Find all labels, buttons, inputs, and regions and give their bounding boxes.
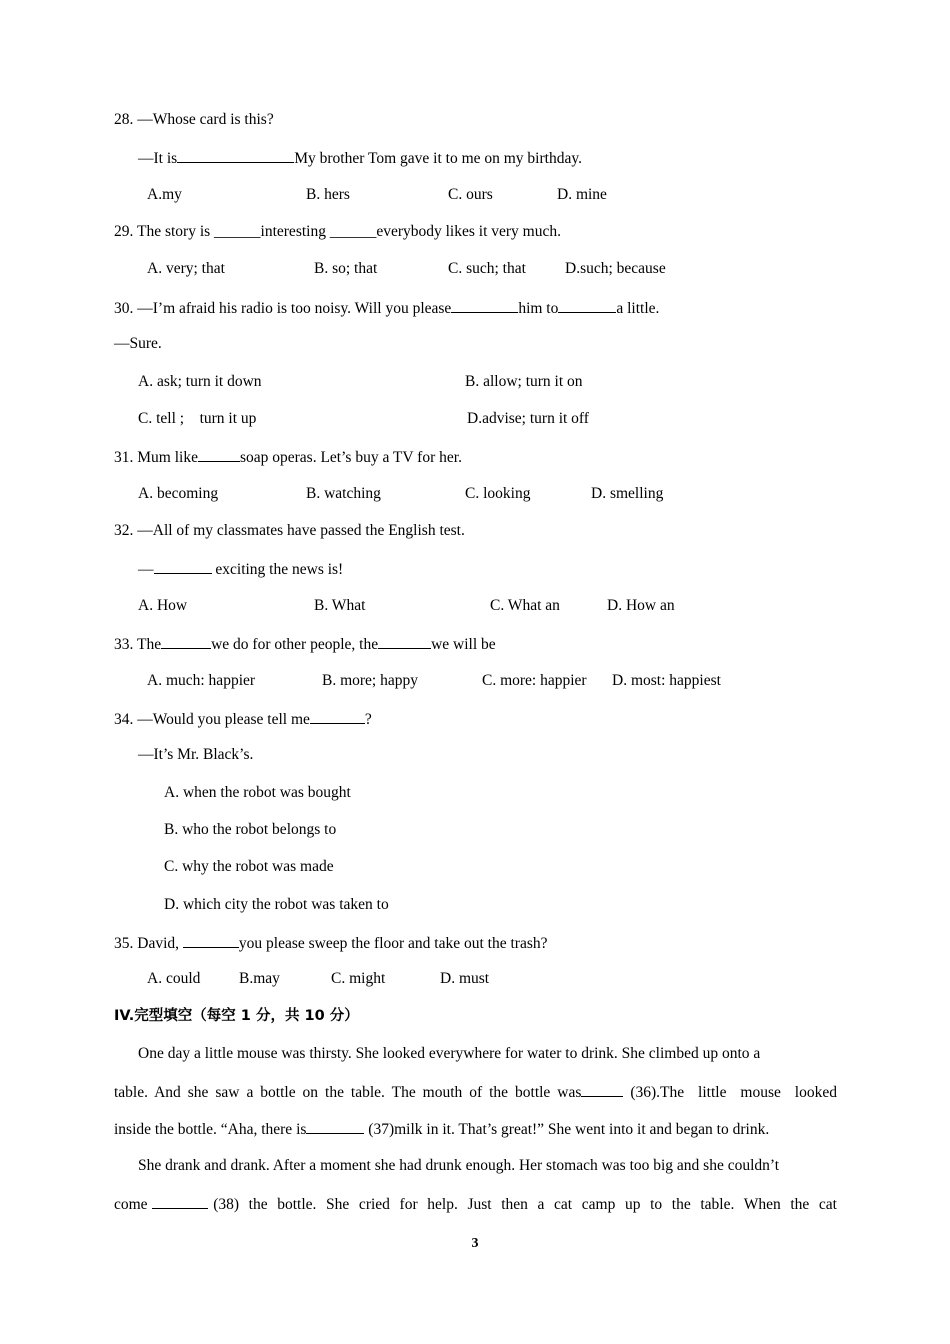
q30-stem	[114, 297, 659, 319]
q28-option-c: C. ours	[448, 186, 493, 203]
q34-reply: —It’s Mr. Black’s.	[138, 746, 254, 763]
q28-stem: 28. —Whose card is this?	[114, 111, 274, 128]
q34-stem-post: ?	[364, 711, 372, 728]
page-number: 3	[471, 1236, 479, 1251]
q30-option-c: C. tell ; turn it up	[138, 410, 257, 427]
q35-stem-pre: 35. David,	[114, 935, 183, 952]
q33-stem-mid: we do for other people, the	[211, 636, 379, 653]
q34-option-c: C. why the robot was made	[164, 858, 334, 875]
q28-reply-pre: —It is	[138, 150, 178, 167]
q30-blank-2	[558, 297, 616, 313]
q33-stem	[114, 633, 496, 655]
q30-reply: —Sure.	[114, 335, 162, 352]
q35-option-c: C. might	[331, 970, 386, 987]
q31-option-c: C. looking	[465, 485, 531, 502]
q32-reply-pre: —	[138, 561, 154, 578]
passage-line-2-pre: table. And she saw a bottle on the table. The mouth of the bottle was	[114, 1084, 582, 1101]
q29-option-d: D.such; because	[565, 260, 666, 277]
q30-stem-mid: him to	[518, 300, 559, 317]
blank-37	[306, 1118, 364, 1134]
q32-option-d: D. How an	[607, 597, 675, 614]
q28-blank	[177, 147, 294, 163]
q35-stem-post: you please sweep the floor and take out the trash?	[238, 935, 548, 952]
q34-blank	[310, 708, 365, 724]
q28-option-b: B. hers	[306, 186, 350, 203]
blank-36	[581, 1081, 623, 1097]
q29-option-b: B. so; that	[314, 260, 378, 277]
q30-option-d: D.advise; turn it off	[467, 410, 589, 427]
passage-line-1: One day a little mouse was thirsty. She looked everywhere for water to drink. She climbed up onto a	[138, 1045, 761, 1062]
q35-blank	[183, 932, 239, 948]
q34-option-d: D. which city the robot was taken to	[164, 896, 389, 913]
q29-option-c: C. such; that	[448, 260, 526, 277]
q35-option-b: B.may	[239, 970, 280, 987]
q32-blank	[154, 558, 212, 574]
q31-stem-pre: 31. Mum like	[114, 449, 198, 466]
passage-line-5	[114, 1193, 837, 1215]
q32-option-a: A. How	[138, 597, 188, 614]
passage-line-2	[114, 1081, 837, 1103]
q30-option-a: A. ask; turn it down	[138, 373, 262, 390]
q33-blank-2	[378, 633, 431, 649]
q32-option-c: C. What an	[490, 597, 560, 614]
q35-stem	[114, 932, 548, 954]
q28-reply-post: My brother Tom gave it to me on my birthday.	[294, 150, 582, 167]
q32-option-b: B. What	[314, 597, 366, 614]
q31-option-d: D. smelling	[591, 485, 664, 502]
q28-reply	[138, 147, 582, 169]
q31-stem-post: soap operas. Let’s buy a TV for her.	[239, 449, 462, 466]
q32-stem: 32. —All of my classmates have passed the English test.	[114, 522, 465, 539]
section-4-heading: IV.完型填空（每空 1 分，共 10 分）	[114, 1008, 359, 1024]
passage-line-3	[114, 1118, 769, 1140]
q30-blank-1	[451, 297, 518, 313]
q33-option-c: C. more: happier	[482, 672, 587, 689]
q33-blank-1	[161, 633, 211, 649]
q34-stem	[114, 708, 372, 730]
q30-option-b: B. allow; turn it on	[465, 373, 583, 390]
q34-option-b: B. who the robot belongs to	[164, 821, 337, 838]
q29-option-a: A. very; that	[147, 260, 225, 277]
q31-blank	[198, 446, 240, 462]
q32-reply-post: exciting the news is!	[211, 561, 344, 578]
q35-option-a: A. could	[147, 970, 201, 987]
q30-stem-pre: 30. —I’m afraid his radio is too noisy. Will you please	[114, 300, 452, 317]
q29-stem: 29. The story is ______interesting ______everybody likes it very much.	[114, 223, 561, 240]
q28-option-a: A.my	[147, 186, 182, 203]
q32-reply	[138, 558, 343, 580]
q33-option-b: B. more; happy	[322, 672, 418, 689]
passage-line-3-pre: inside the bottle. “Aha, there is	[114, 1121, 307, 1138]
passage-line-2-post: (36).The little mouse looked	[623, 1084, 837, 1101]
q33-option-d: D. most: happiest	[612, 672, 721, 689]
passage-line-5-post: (38) the bottle. She cried for help. Just then a cat camp up to the table. When the cat	[208, 1196, 837, 1213]
q34-stem-pre: 34. —Would you please tell me	[114, 711, 310, 728]
passage-line-3-post: (37)milk in it. That’s great!” She went into it and began to drink.	[364, 1121, 770, 1138]
q31-stem	[114, 446, 462, 468]
q33-stem-pre: 33. The	[114, 636, 162, 653]
q35-option-d: D. must	[440, 970, 490, 987]
q31-option-b: B. watching	[306, 485, 381, 502]
q34-option-a: A. when the robot was bought	[164, 784, 351, 801]
q33-stem-post: we will be	[431, 636, 496, 653]
q28-option-d: D. mine	[557, 186, 607, 203]
passage-line-4: She drank and drank. After a moment she had drunk enough. Her stomach was too big and she couldn’t	[138, 1157, 780, 1174]
q33-option-a: A. much: happier	[147, 672, 256, 689]
passage-line-5-pre: come	[114, 1196, 153, 1213]
q31-option-a: A. becoming	[138, 485, 219, 502]
q30-stem-post: a little.	[616, 300, 660, 317]
blank-38	[152, 1193, 208, 1209]
